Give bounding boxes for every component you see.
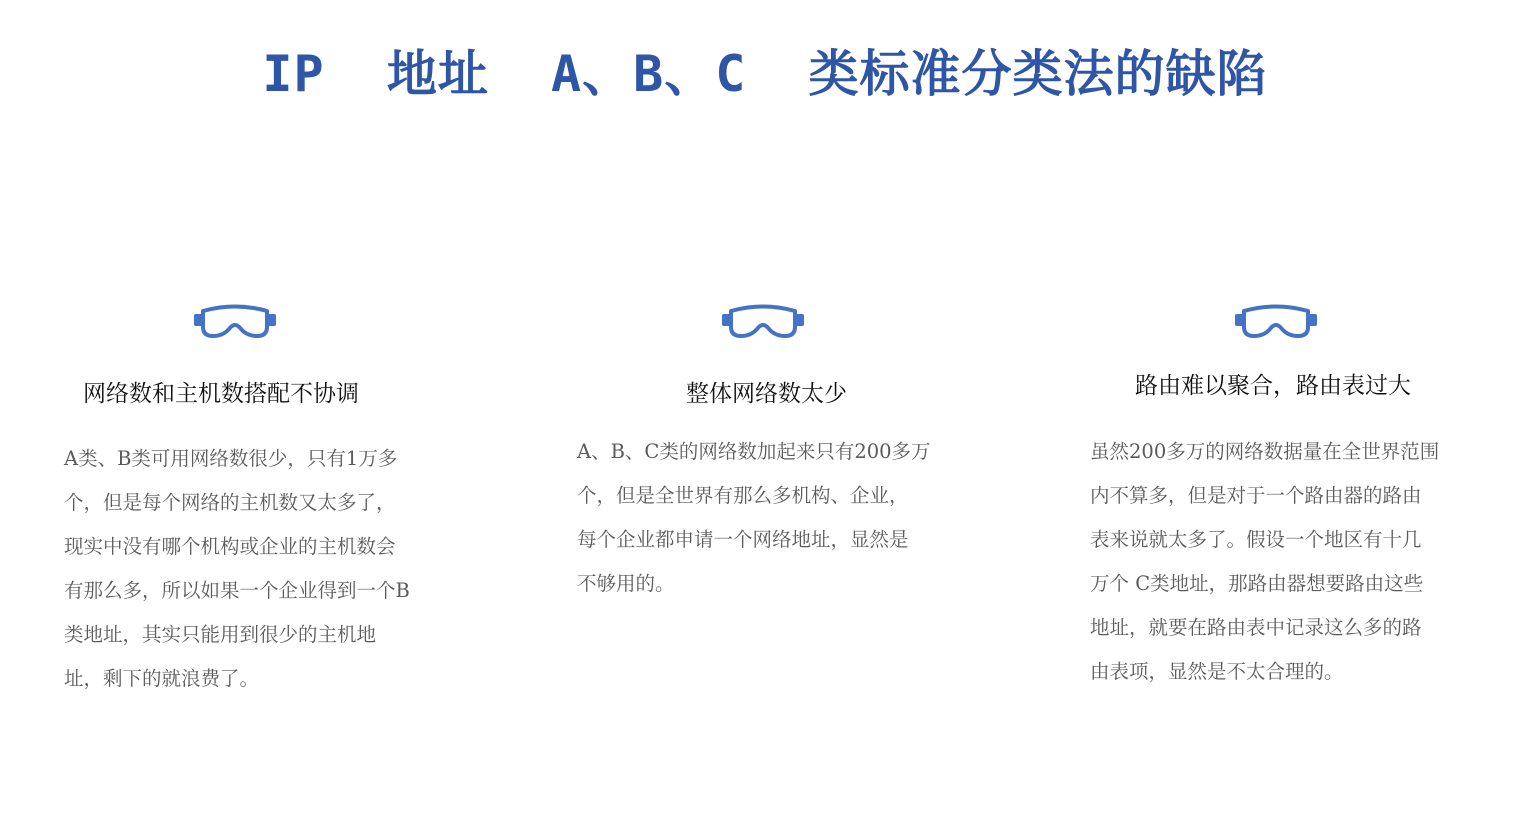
goggles-icon: [1234, 303, 1318, 339]
page-title: IP 地址 A、B、C 类标准分类法的缺陷: [262, 45, 1268, 103]
card-heading: 整体网络数太少: [686, 381, 847, 407]
card-heading: 路由难以聚合，路由表过大: [1135, 373, 1411, 399]
card-heading: 网络数和主机数搭配不协调: [83, 381, 359, 407]
body-line: 址，剩下的就浪费了。: [64, 667, 260, 690]
body-line: 现实中没有哪个机构或企业的主机数会: [64, 535, 396, 558]
body-line: 类地址，其实只能用到很少的主机地: [64, 623, 377, 646]
body-line: 表来说就太多了。假设一个地区有十几: [1090, 528, 1422, 551]
body-line: A、B、C类的网络数加起来只有200多万: [577, 440, 931, 463]
body-line: 每个企业都申请一个网络地址，显然是: [577, 528, 909, 551]
goggles-icon: [193, 303, 277, 339]
body-line: 内不算多，但是对于一个路由器的路由: [1090, 484, 1422, 507]
body-line: 个，但是每个网络的主机数又太多了，: [64, 491, 396, 514]
goggles-icon: [721, 303, 805, 339]
card-body: [64, 437, 484, 701]
body-line: 个，但是全世界有那么多机构、企业，: [577, 484, 909, 507]
body-line: 有那么多，所以如果一个企业得到一个B: [64, 579, 410, 602]
card-body: [1090, 430, 1510, 694]
body-line: 由表项，显然是不太合理的。: [1090, 660, 1344, 683]
body-line: 地址，就要在路由表中记录这么多的路: [1090, 616, 1422, 639]
card-body: [577, 430, 997, 606]
body-line: 万个 C类地址，那路由器想要路由这些: [1090, 572, 1424, 595]
body-line: 虽然200多万的网络数据量在全世界范围: [1090, 440, 1440, 463]
body-line: 不够用的。: [577, 572, 675, 595]
body-line: A类、B类可用网络数很少，只有1万多: [64, 447, 398, 470]
